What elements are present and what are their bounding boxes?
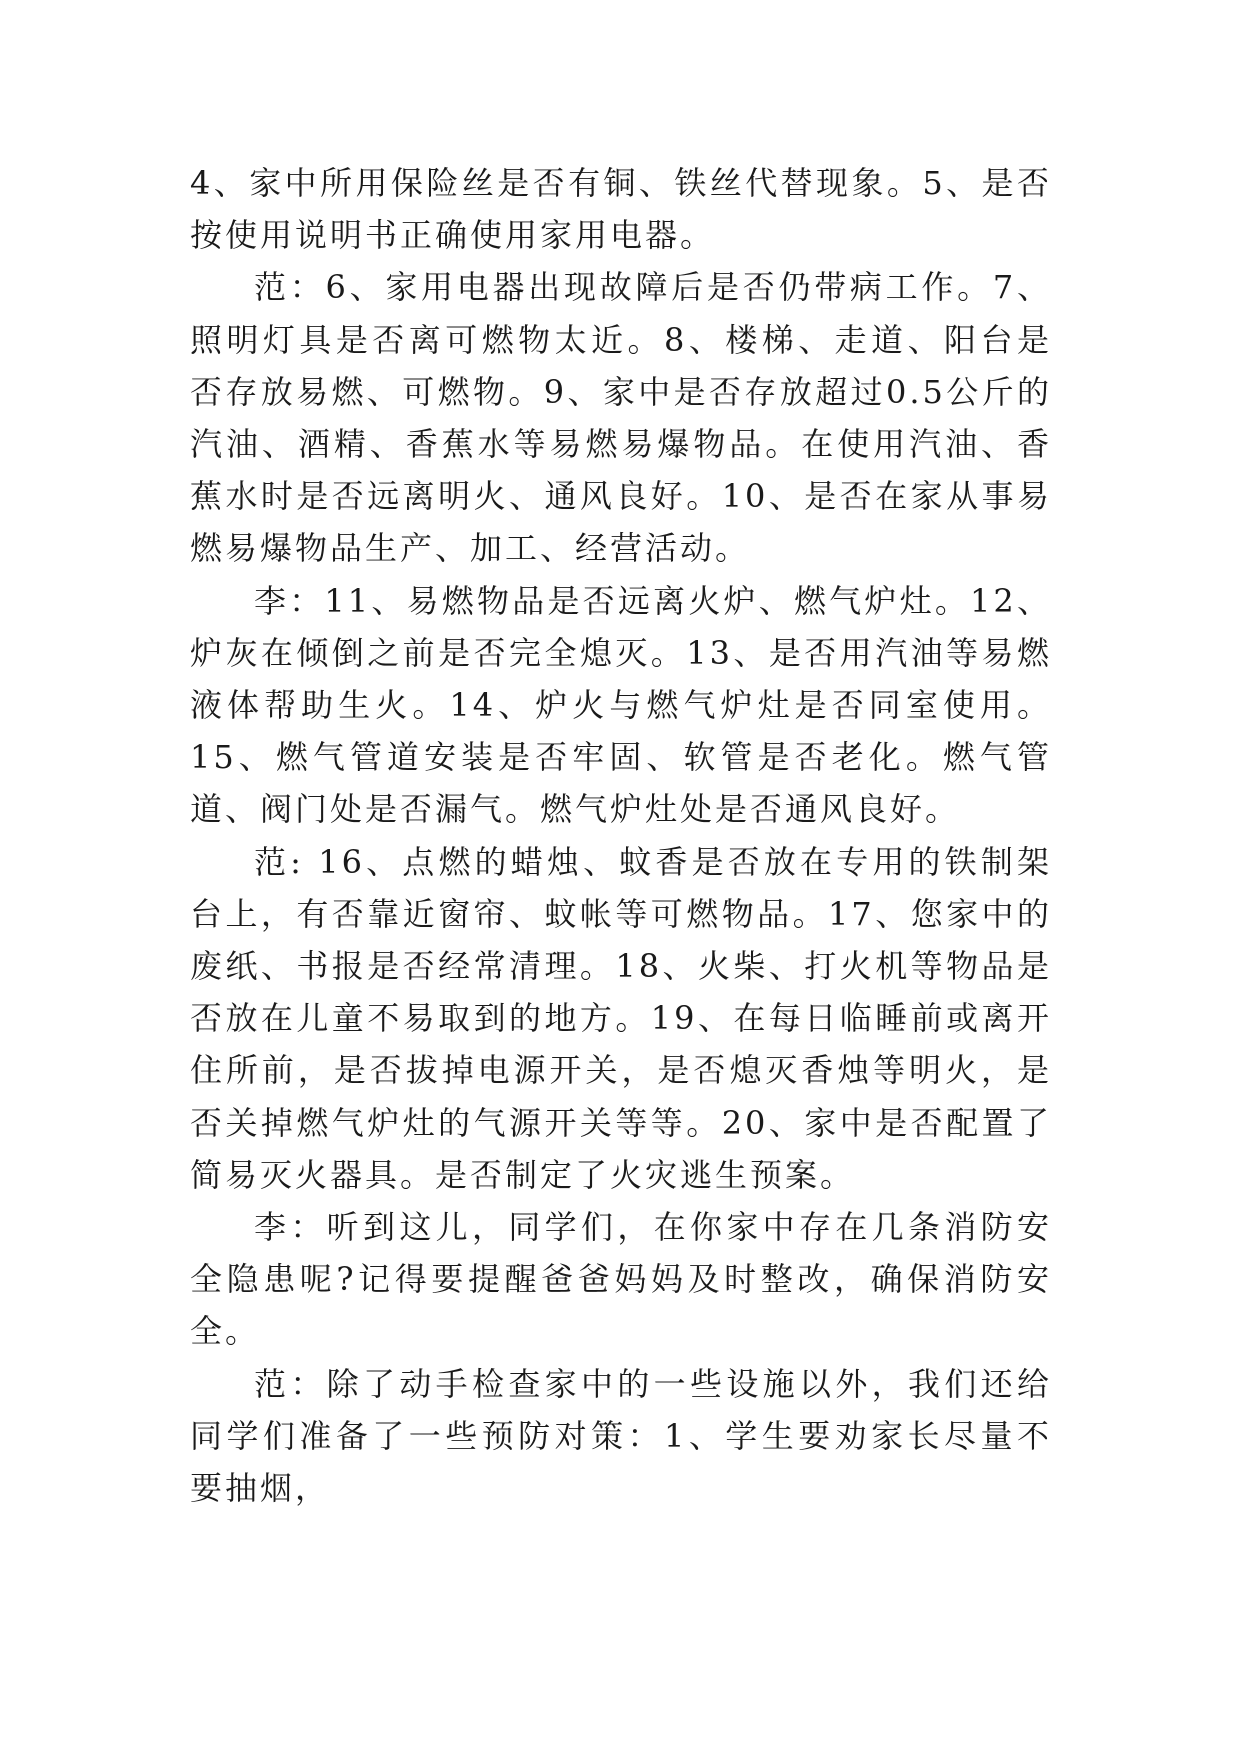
paragraph-fan-candles-and-escape-plan: 范: 16、点燃的蜡烛、蚊香是否放在专用的铁制架台上，有否靠近窗帘、蚊帐等可燃物品。17、您家中的废纸、书报是否经常清理。18、火柴、打火机等物品是否放在儿童不易取到的地方。19、在每日临睡前或离开住所前，是否拔掉电源开关，是否熄灭香烛等明火，是否关掉燃气炉灶的气源开关等等。20、家中是否配置了简易灭火器具。是否制定了火灾逃生预案。 [190, 842, 1052, 1194]
paragraph-fuse-and-appliance-check: 4、家中所用保险丝是否有铜、铁丝代替现象。5、是否按使用说明书正确使用家用电器。 [190, 164, 1052, 255]
paragraph-fan-appliance-flammables: 范：6、家用电器出现故障后是否仍带病工作。7、照明灯具是否离可燃物太近。8、楼梯、走道、阳台是否存放易燃、可燃物。9、家中是否存放超过0.5公斤的汽油、酒精、香蕉水等易燃易爆物品。在使用汽油、香蕉水时是否远离明火、通风良好。10、是否在家从事易燃易爆物品生产、加工、经营活动。 [190, 268, 1052, 568]
document-body [190, 157, 1052, 1514]
paragraph-li-remind-parents: 李：听到这儿，同学们，在你家中存在几条消防安全隐患呢?记得要提醒爸爸妈妈及时整改，确保消防安全。 [190, 1208, 1052, 1351]
paragraph-fan-prevention-measures: 范：除了动手检查家中的一些设施以外，我们还给同学们准备了一些预防对策：1、学生要劝家长尽量不要抽烟， [190, 1364, 1052, 1508]
paragraph-li-stove-and-gas: 李：11、易燃物品是否远离火炉、燃气炉灶。12、炉灰在倾倒之前是否完全熄灭。13、是否用汽油等易燃液体帮助生火。14、炉火与燃气炉灶是否同室使用。15、燃气管道安装是否牢固、软管是否老化。燃气管道、阀门处是否漏气。燃气炉灶处是否通风良好。 [190, 581, 1052, 829]
